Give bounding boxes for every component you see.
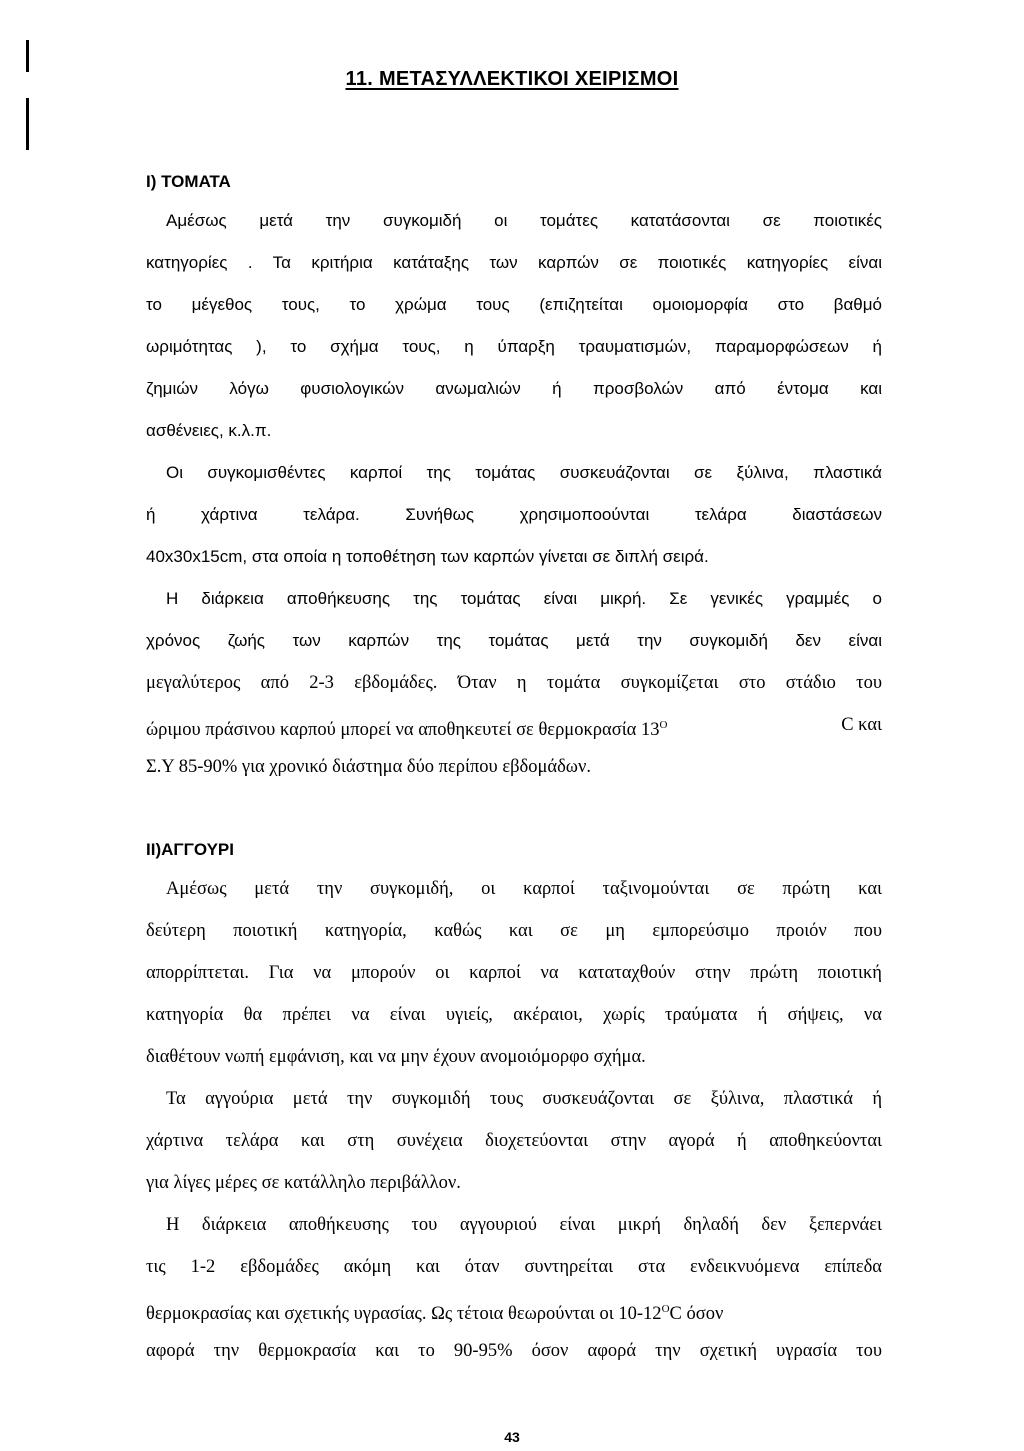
paragraph-line-temperature [146,1298,882,1325]
temperature-tail: C όσον [669,1304,724,1325]
paragraph-line: τις 1-2 εβδομάδες ακόμη και όταν συντηρείται στα ενδεικνυόμενα επίπεδα [146,1257,882,1277]
page-title: 11. ΜΕΤΑΣΥΛΛΕΚΤΙΚΟΙ ΧΕΙΡΙΣΜΟΙ [345,68,679,90]
paragraph-line: αφορά την θερμοκρασία και το 90-95% όσον αφορά την σχετική υγρασία του [146,1341,882,1361]
paragraph-line: Η διάρκεια αποθήκευσης του αγγουριού είναι μικρή δηλαδή δεν ξεπερνάει [166,1215,882,1235]
paragraph-line: για λίγες μέρες σε κατάλληλο περιβάλλον. [146,1173,461,1193]
paragraph-line: ή χάρτινα τελάρα. Συνήθως χρησιμοποούνται τελάρα διαστάσεων [146,505,882,524]
section-heading-tomato: I) ΤΟΜΑΤΑ [146,172,231,191]
paragraph-line: μεγαλύτερος από 2-3 εβδομάδες. Όταν η τομάτα συγκομίζεται στο στάδιο του [146,673,882,693]
paragraph-line: κατηγορίες . Τα κριτήρια κατάταξης των καρπών σε ποιοτικές κατηγορίες είναι [146,253,882,272]
paragraph-line: Αμέσως μετά την συγκομιδή οι τομάτες κατατάσονται σε ποιοτικές [166,211,882,230]
paragraph-line: απορρίπτεται. Για να μπορούν οι καρποί να καταταχθούν στην πρώτη ποιοτική [146,963,882,983]
paragraph-line: Αμέσως μετά την συγκομιδή, οι καρποί ταξινομούνται σε πρώτη και [166,879,882,899]
paragraph-line-temperature [146,714,882,741]
degree-superscript: O [661,1303,670,1315]
paragraph-line: ασθένειες, κ.λ.π. [146,421,272,440]
paragraph-line: Οι συγκομισθέντες καρποί της τομάτας συσκευάζονται σε ξύλινα, πλαστικά [166,463,882,482]
paragraph-line: ζημιών λόγω φυσιολογικών ανωμαλιών ή προσβολών από έντομα και [146,379,882,398]
scan-margin-mark [26,98,29,150]
paragraph-line-text: ώριμου πράσινου καρπού μπορεί να αποθηκευτεί σε θερμοκρασία 13 [146,720,660,741]
paragraph-line: δεύτερη ποιοτική κατηγορία, καθώς και σε μη εμπορεύσιμο προιόν που [146,921,882,941]
paragraph-line: Η διάρκεια αποθήκευσης της τομάτας είναι μικρή. Σε γενικές γραμμές ο [166,589,882,608]
paragraph-line: Σ.Υ 85-90% για χρονικό διάστημα δύο περίπου εβδομάδων. [146,757,591,777]
paragraph-line: ωριμότητας ), το σχήμα τους, η ύπαρξη τραυματισμών, παραμορφώσεων ή [146,337,882,356]
paragraph-line: διαθέτουν νωπή εμφάνιση, και να μην έχουν ανομοιόμορφο σχήμα. [146,1047,646,1067]
paragraph-line: το μέγεθος τους, το χρώμα τους (επιζητείται ομοιομορφία στο βαθμό [146,295,882,314]
section-heading-cucumber: II)ΑΓΓΟΥΡΙ [146,840,234,859]
degree-superscript: O [659,719,668,731]
paragraph-line: Τα αγγούρια μετά την συγκομιδή τους συσκευάζονται σε ξύλινα, πλαστικά ή [166,1089,882,1109]
paragraph-line: κατηγορία θα πρέπει να είναι υγιείς, ακέραιοι, χωρίς τραύματα ή σήψεις, να [146,1005,882,1025]
paragraph-line: χάρτινα τελάρα και στη συνέχεια διοχετεύονται στην αγορά ή αποθηκεύονται [146,1131,882,1151]
paragraph-line: χρόνος ζωής των καρπών της τομάτας μετά την συγκομιδή δεν είναι [146,631,882,650]
paragraph-line-text: θερμοκρασίας και σχετικής υγρασίας. Ως τέτοια θεωρούνται οι 10-12 [146,1304,662,1325]
page-number: 43 [504,1429,520,1445]
paragraph-line: 40x30x15cm, στα οποία η τοποθέτηση των καρπών γίνεται σε διπλή σειρά. [146,547,709,566]
temperature-unit: C και [841,715,882,735]
